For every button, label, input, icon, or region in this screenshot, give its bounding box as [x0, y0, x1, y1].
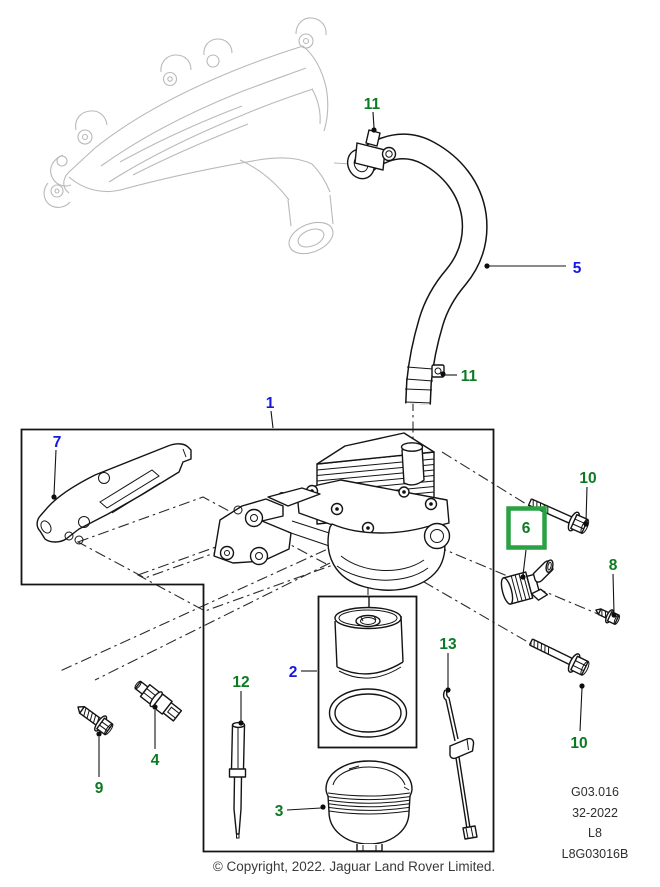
- oil-cooler-assembly: [214, 433, 450, 590]
- callout-2[interactable]: 2: [288, 664, 298, 681]
- title-block: [562, 785, 629, 861]
- callout-10-top[interactable]: 10: [579, 470, 597, 487]
- callout-5[interactable]: 5: [572, 260, 582, 277]
- bolt-part-10-top: [526, 493, 591, 537]
- copyright-notice: © Copyright, 2022. Jaguar Land Rover Limited.: [212, 859, 496, 874]
- screw-part-9: [73, 700, 116, 738]
- connector-part-6: [497, 558, 562, 609]
- callout-13[interactable]: 13: [439, 636, 457, 653]
- callout-11-top[interactable]: 11: [363, 96, 381, 113]
- o-ring-seal: [330, 689, 407, 737]
- sensor-part-4: [131, 677, 183, 723]
- reference-manifold-drawing: [44, 18, 352, 260]
- drawing-code: L8G03016B: [561, 847, 629, 861]
- callout-12[interactable]: 12: [232, 674, 250, 691]
- stud-part-12: [230, 723, 246, 838]
- figure-number: G03.016: [571, 785, 619, 799]
- model-code: L8: [588, 826, 602, 840]
- filter-element-part-2: [330, 597, 407, 737]
- callout-8[interactable]: 8: [608, 557, 618, 574]
- callout-9[interactable]: 9: [94, 780, 104, 797]
- bolt-part-10-bottom: [527, 633, 592, 678]
- callout-11-bottom[interactable]: 11: [460, 368, 478, 385]
- callout-4[interactable]: 4: [150, 752, 160, 769]
- callout-6[interactable]: 6: [521, 520, 531, 537]
- screw-part-8: [593, 604, 621, 627]
- callout-7[interactable]: 7: [52, 434, 62, 451]
- callout-3[interactable]: 3: [274, 803, 284, 820]
- callout-1[interactable]: 1: [265, 395, 275, 412]
- revision-date: 32-2022: [572, 806, 618, 820]
- rod-part-13: [444, 689, 477, 839]
- filter-cap-part-3: [326, 761, 412, 851]
- callout-10-bottom[interactable]: 10: [570, 735, 588, 752]
- housing-port: [425, 524, 450, 549]
- hose-part-5: [343, 145, 475, 404]
